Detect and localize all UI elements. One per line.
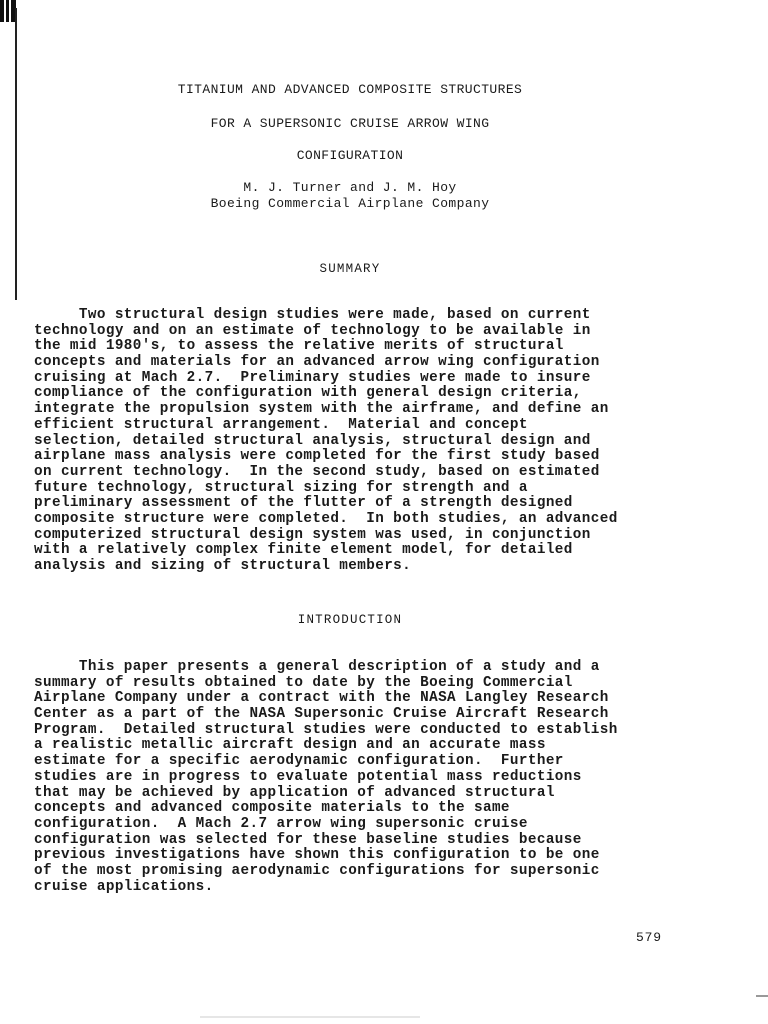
paper-title-line-2: FOR A SUPERSONIC CRUISE ARROW WING bbox=[210, 116, 490, 131]
introduction-line: Center as a part of the NASA Supersonic Cruise Aircraft Research bbox=[34, 706, 609, 723]
introduction-line: This paper presents a general description of a study and a bbox=[34, 659, 600, 675]
introduction-line: summary of results obtained to date by the Boeing Commercial bbox=[34, 674, 573, 691]
summary-line: with a relatively complex finite element model, for detailed bbox=[34, 542, 573, 559]
summary-line: efficient structural arrangement. Material and concept bbox=[34, 416, 528, 433]
introduction-heading: INTRODUCTION bbox=[297, 613, 403, 627]
introduction-line: cruise applications. bbox=[34, 878, 214, 895]
introduction-line: concepts and advanced composite materials to the same bbox=[34, 800, 510, 817]
introduction-paragraph bbox=[34, 660, 684, 895]
scan-footer-smudge bbox=[200, 1016, 420, 1018]
introduction-line: studies are in progress to evaluate potential mass reductions bbox=[34, 768, 582, 785]
summary-line: cruising at Mach 2.7. Preliminary studies were made to insure bbox=[34, 369, 591, 386]
summary-line: the mid 1980's, to assess the relative merits of structural bbox=[34, 338, 564, 355]
summary-line: technology and on an estimate of technology to be available in bbox=[34, 322, 591, 339]
summary-line: future technology, structural sizing for strength and a bbox=[34, 479, 528, 496]
introduction-line: of the most promising aerodynamic configurations for supersonic bbox=[34, 862, 600, 879]
summary-line: compliance of the configuration with general design criteria, bbox=[34, 385, 582, 402]
introduction-line: configuration. A Mach 2.7 arrow wing supersonic cruise bbox=[34, 815, 528, 832]
summary-heading: SUMMARY bbox=[319, 262, 381, 276]
summary-line: preliminary assessment of the flutter of a strength designed bbox=[34, 495, 573, 512]
summary-line: concepts and materials for an advanced arrow wing configuration bbox=[34, 354, 600, 371]
paper-title-line-3: CONFIGURATION bbox=[296, 148, 404, 163]
introduction-line: Program. Detailed structural studies were conducted to establish bbox=[34, 721, 618, 738]
summary-line: composite structure were completed. In both studies, an advanced bbox=[34, 510, 618, 527]
introduction-line: Airplane Company under a contract with the NASA Langley Research bbox=[34, 690, 609, 707]
author-names: M. J. Turner and J. M. Hoy bbox=[243, 180, 457, 195]
summary-line: on current technology. In the second study, based on estimated bbox=[34, 463, 600, 480]
paper-title-line-1: TITANIUM AND ADVANCED COMPOSITE STRUCTURES bbox=[177, 82, 523, 97]
introduction-line: that may be achieved by application of advanced structural bbox=[34, 784, 555, 801]
summary-line: airplane mass analysis were completed for the first study based bbox=[34, 448, 600, 465]
introduction-line: a realistic metallic aircraft design and an accurate mass bbox=[34, 737, 546, 754]
summary-line: integrate the propulsion system with the airframe, and define an bbox=[34, 401, 609, 418]
page-number: 579 bbox=[636, 930, 662, 945]
summary-line: analysis and sizing of structural members. bbox=[34, 558, 412, 574]
introduction-line: configuration was selected for these baseline studies because bbox=[34, 831, 582, 848]
summary-line: computerized structural design system was used, in conjunction bbox=[34, 526, 591, 543]
summary-line: selection, detailed structural analysis, structural design and bbox=[34, 432, 591, 449]
summary-paragraph bbox=[34, 308, 684, 575]
summary-line: Two structural design studies were made, based on current bbox=[34, 307, 591, 323]
introduction-line: estimate for a specific aerodynamic configuration. Further bbox=[34, 753, 564, 770]
introduction-line: previous investigations have shown this configuration to be one bbox=[34, 847, 600, 864]
scan-edge-mark bbox=[756, 995, 768, 997]
author-affiliation: Boeing Commercial Airplane Company bbox=[210, 196, 490, 211]
